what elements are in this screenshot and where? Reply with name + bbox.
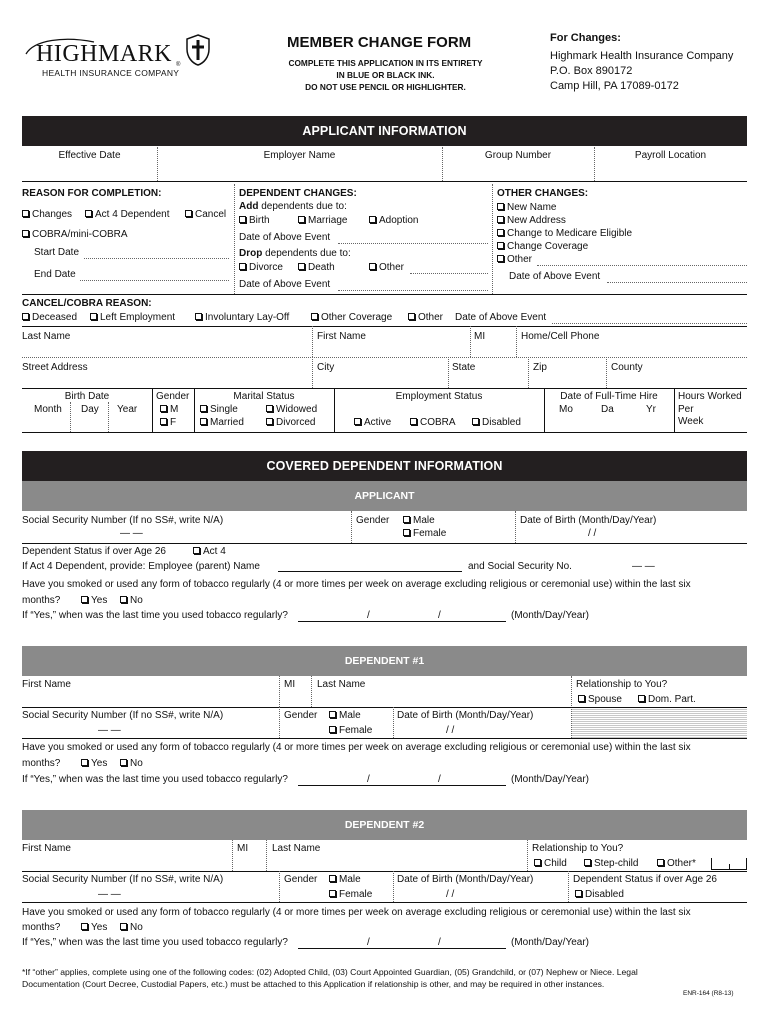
street-address-input[interactable] [22,374,312,388]
dep1-last-name-input[interactable] [311,692,571,707]
dep2-tobacco-no-checkbox[interactable]: No [120,922,143,933]
first-name-label: First Name [317,331,366,342]
dep1-tobacco-no-checkbox[interactable]: No [120,758,143,769]
dep2-mi-input[interactable] [232,856,266,871]
act4-checkbox[interactable]: Act 4 [193,546,226,557]
applicant-tobacco-no-checkbox[interactable]: No [120,595,143,606]
applicant-male-checkbox[interactable]: Male [403,515,435,526]
employer-name-input[interactable] [157,163,442,181]
dep2-tobacco-date-slash-1: / [367,937,370,948]
cancel-other-checkbox[interactable]: Other [408,312,443,323]
dep2-gender-label: Gender [284,874,318,885]
add-marriage-checkbox[interactable]: Marriage [298,215,347,226]
applicant-tobacco-date-input[interactable] [298,621,506,622]
cancel-reason-title: CANCEL/COBRA REASON: [22,298,152,309]
applicant-tobacco-format: (Month/Day/Year) [511,610,589,621]
act4-parent-name-input[interactable] [278,571,462,572]
logo-tagline: HEALTH INSURANCE COMPANY [42,68,180,78]
cancel-left-employment-checkbox[interactable]: Left Employment [90,312,175,323]
employment-status-label: Employment Status [395,391,483,402]
mi-input[interactable] [470,343,516,357]
drop-divorce-checkbox[interactable]: Divorce [239,262,283,273]
other-new-address-checkbox[interactable]: New Address [497,215,566,226]
act4-parent-name-label: If Act 4 Dependent, provide: Employee (parent) Name [22,561,260,572]
form-code: ENR-164 (R8-13) [683,990,734,997]
cancel-event-date-label: Date of Above Event [455,312,547,323]
applicant-tobacco-months: months? [22,595,61,606]
add-event-date-label: Date of Above Event [239,232,331,243]
reason-cobra-checkbox[interactable]: COBRA/mini-COBRA [22,229,128,240]
drop-event-date-label: Date of Above Event [239,279,331,290]
other-medicare-checkbox[interactable]: Change to Medicare Eligible [497,228,632,239]
dep2-tobacco-months: months? [22,922,61,933]
add-adoption-checkbox[interactable]: Adoption [369,215,418,226]
marital-divorced-checkbox[interactable]: Divorced [266,417,315,428]
footer-note: *If “other” applies, complete using one of the following codes: (02) Adopted Child, (03) Court Appointed Guardian, (05) Grandchild, or (07) Nephew or Niece. Legal Documentation (Court Decree, Custodial Papers, etc.) must be attached to this Application if relationship is other, and may be required in other instances. [22,967,638,989]
dep1-ssn-label: Social Security Number (If no SS#, write N/A) [22,710,224,721]
dep2-disabled-checkbox[interactable]: Disabled [575,889,624,900]
dep1-first-name-input[interactable] [22,692,279,707]
dep1-mi-input[interactable] [279,692,311,707]
state-input[interactable] [448,374,528,388]
zip-input[interactable] [528,374,606,388]
hire-month-label: Mo [559,404,573,415]
dep1-spouse-checkbox[interactable]: Spouse [578,694,622,705]
marital-single-checkbox[interactable]: Single [200,404,238,415]
drop-death-checkbox[interactable]: Death [298,262,335,273]
applicant-female-checkbox[interactable]: Female [403,528,446,539]
applicant-dob-label: Date of Birth (Month/Day/Year) [520,515,657,526]
start-date-input[interactable] [84,258,229,259]
home-phone-input[interactable] [516,343,747,357]
cancel-other-coverage-checkbox[interactable]: Other Coverage [311,312,392,323]
dep2-child-checkbox[interactable]: Child [534,858,567,869]
dependent-changes-title: DEPENDENT CHANGES: [239,188,357,199]
dep2-mi-label: MI [237,843,249,854]
marital-status-label: Marital Status [233,391,295,402]
dep2-tobacco-date-input[interactable] [298,948,506,949]
employer-name-label: Employer Name [263,150,336,161]
dep2-male-checkbox[interactable]: Male [329,874,361,885]
dep1-last-name-label: Last Name [317,679,366,690]
add-dependents-label: Add dependents due to: [239,201,347,212]
group-number-input[interactable] [442,163,594,181]
end-date-input[interactable] [80,280,229,281]
dep2-female-checkbox[interactable]: Female [329,889,372,900]
city-input[interactable] [312,374,448,388]
start-date-label: Start Date [34,247,80,258]
hire-year-label: Yr [646,404,656,415]
home-phone-label: Home/Cell Phone [521,331,600,342]
for-changes-title: For Changes: [550,32,621,44]
payroll-location-input[interactable] [594,163,747,181]
mi-label: MI [474,331,486,342]
cancel-event-date-input[interactable] [552,323,747,324]
applicant-gender-label: Gender [356,515,390,526]
full-time-hire-label: Date of Full-Time Hire [560,391,658,402]
logo-brand: HIGHMARK [36,41,172,67]
drop-event-date-input[interactable] [338,290,488,291]
dep1-male-checkbox[interactable]: Male [329,710,361,721]
logo-registered-mark: ® [176,62,181,68]
birth-day-label: Day [81,404,99,415]
hire-day-label: Da [601,404,614,415]
dep1-ssn-dashes: — — [98,725,121,736]
dep2-tobacco-when: If “Yes,” when was the last time you used tobacco regularly? [22,937,288,948]
dep2-last-name-label: Last Name [272,843,321,854]
reason-act4-checkbox[interactable]: Act 4 Dependent [85,209,170,220]
cancel-involuntary-checkbox[interactable]: Involuntary Lay-Off [195,312,289,323]
dep1-tobacco-months: months? [22,758,61,769]
dep1-tobacco-when: If “Yes,” when was the last time you used tobacco regularly? [22,774,288,785]
marital-married-checkbox[interactable]: Married [200,417,244,428]
dep1-tobacco-date-slash-2: / [438,774,441,785]
end-date-label: End Date [34,269,76,280]
hours-worked-label: Hours Worked Per Week [678,391,742,427]
other-changes-title: OTHER CHANGES: [497,188,589,199]
dep2-tobacco-question: Have you smoked or used any form of tobacco regularly (4 or more times per week on average excluding religious or ceremonial use) within the last six [22,907,691,918]
drop-dependents-label: Drop dependents due to: [239,248,351,259]
county-input[interactable] [606,374,747,388]
applicant-information-header: APPLICANT INFORMATION [22,116,747,146]
dep1-relationship-label: Relationship to You? [576,679,668,690]
city-label: City [317,362,335,373]
dep2-first-name-input[interactable] [22,856,232,871]
dep1-female-checkbox[interactable]: Female [329,725,372,736]
mailing-address: Highmark Health Insurance Company P.O. Box 890172 Camp Hill, PA 17089-0172 [550,50,734,92]
applicant-tobacco-date-slash-2: / [438,610,441,621]
add-event-date-input[interactable] [338,243,488,244]
dep1-mi-label: MI [284,679,296,690]
dep2-first-name-label: First Name [22,843,71,854]
applicant-tobacco-yes-checkbox[interactable]: Yes [81,595,107,606]
dep1-tobacco-date-input[interactable] [298,785,506,786]
applicant-ssn-dashes: — — [120,528,143,539]
zip-label: Zip [533,362,547,373]
birth-date-label: Birth Date [64,391,110,402]
dep2-step-child-checkbox[interactable]: Step-child [584,858,638,869]
effective-date-input[interactable] [22,163,157,181]
dep1-dob-label: Date of Birth (Month/Day/Year) [397,710,534,721]
dep2-other-checkbox[interactable]: Other* [657,858,696,869]
dep2-relationship-label: Relationship to You? [532,843,624,854]
effective-date-label: Effective Date [58,150,121,161]
dep1-blocked-field [572,708,747,738]
dep1-gender-label: Gender [284,710,318,721]
dep2-other-code-input[interactable] [711,858,747,870]
emp-active-checkbox[interactable]: Active [354,417,391,428]
dep1-dom-part-checkbox[interactable]: Dom. Part. [638,694,696,705]
applicant-subheader: APPLICANT [22,481,747,511]
birth-month-label: Month [34,404,62,415]
dependent-status-label: Dependent Status if over Age 26 [22,546,166,557]
other-event-date-input[interactable] [607,282,747,283]
form-instructions: COMPLETE THIS APPLICATION IN ITS ENTIRETY IN BLUE OR BLACK INK. DO NOT USE PENCIL OR HIGHLIGHTER. [288,58,483,92]
dep2-tobacco-yes-checkbox[interactable]: Yes [81,922,107,933]
dep2-dob-label: Date of Birth (Month/Day/Year) [397,874,534,885]
reason-cancel-checkbox[interactable]: Cancel [185,209,226,220]
last-name-label: Last Name [22,331,71,342]
first-name-input[interactable] [312,343,470,357]
birth-year-label: Year [117,404,138,415]
dep2-status-label: Dependent Status if over Age 26 [573,874,717,885]
applicant-dob-slashes: / / [588,528,597,539]
county-label: County [611,362,643,373]
dep2-tobacco-format: (Month/Day/Year) [511,937,589,948]
dep2-ssn-label: Social Security Number (If no SS#, write N/A) [22,874,224,885]
gender-m-checkbox[interactable]: M [160,404,178,415]
last-name-input[interactable] [22,343,312,357]
act4-ssn-label: and Social Security No. [468,561,572,572]
dep1-tobacco-date-slash-1: / [367,774,370,785]
other-new-name-checkbox[interactable]: New Name [497,202,556,213]
dep1-first-name-label: First Name [22,679,71,690]
dep1-tobacco-format: (Month/Day/Year) [511,774,589,785]
covered-dependent-header: COVERED DEPENDENT INFORMATION [22,451,747,481]
dep2-ssn-dashes: — — [98,889,121,900]
applicant-tobacco-when: If “Yes,” when was the last time you used tobacco regularly? [22,610,288,621]
state-label: State [452,362,476,373]
dep2-dob-slashes: / / [446,889,455,900]
cancel-deceased-checkbox[interactable]: Deceased [22,312,77,323]
form-title: MEMBER CHANGE FORM [287,34,472,51]
act4-ssn-dashes: — — [632,561,655,572]
street-address-label: Street Address [22,362,88,373]
other-event-date-label: Date of Above Event [509,271,601,282]
payroll-location-label: Payroll Location [634,150,707,161]
applicant-ssn-label: Social Security Number (If no SS#, write N/A) [22,515,224,526]
marital-widowed-checkbox[interactable]: Widowed [266,404,317,415]
dependent2-header: DEPENDENT #2 [22,810,747,840]
other-other-checkbox[interactable]: Other [497,254,532,265]
group-number-label: Group Number [484,150,552,161]
applicant-tobacco-date-slash-1: / [367,610,370,621]
dep2-last-name-input[interactable] [266,856,527,871]
emp-cobra-checkbox[interactable]: COBRA [410,417,456,428]
gender-label: Gender [156,391,190,402]
dep2-tobacco-date-slash-2: / [438,937,441,948]
shield-icon [185,33,211,67]
add-birth-checkbox[interactable]: Birth [239,215,270,226]
dep1-tobacco-yes-checkbox[interactable]: Yes [81,758,107,769]
emp-disabled-checkbox[interactable]: Disabled [472,417,521,428]
reason-changes-checkbox[interactable]: Changes [22,209,72,220]
other-coverage-checkbox[interactable]: Change Coverage [497,241,588,252]
applicant-tobacco-question: Have you smoked or used any form of tobacco regularly (4 or more times per week on average excluding religious or ceremonial use) within the last six [22,579,691,590]
dependent1-header: DEPENDENT #1 [22,646,747,676]
drop-other-checkbox[interactable]: Other [369,262,404,273]
gender-f-checkbox[interactable]: F [160,417,176,428]
reason-for-completion-title: REASON FOR COMPLETION: [22,188,162,199]
dep1-tobacco-question: Have you smoked or used any form of tobacco regularly (4 or more times per week on average excluding religious or ceremonial use) within the last six [22,742,691,753]
dep1-dob-slashes: / / [446,725,455,736]
